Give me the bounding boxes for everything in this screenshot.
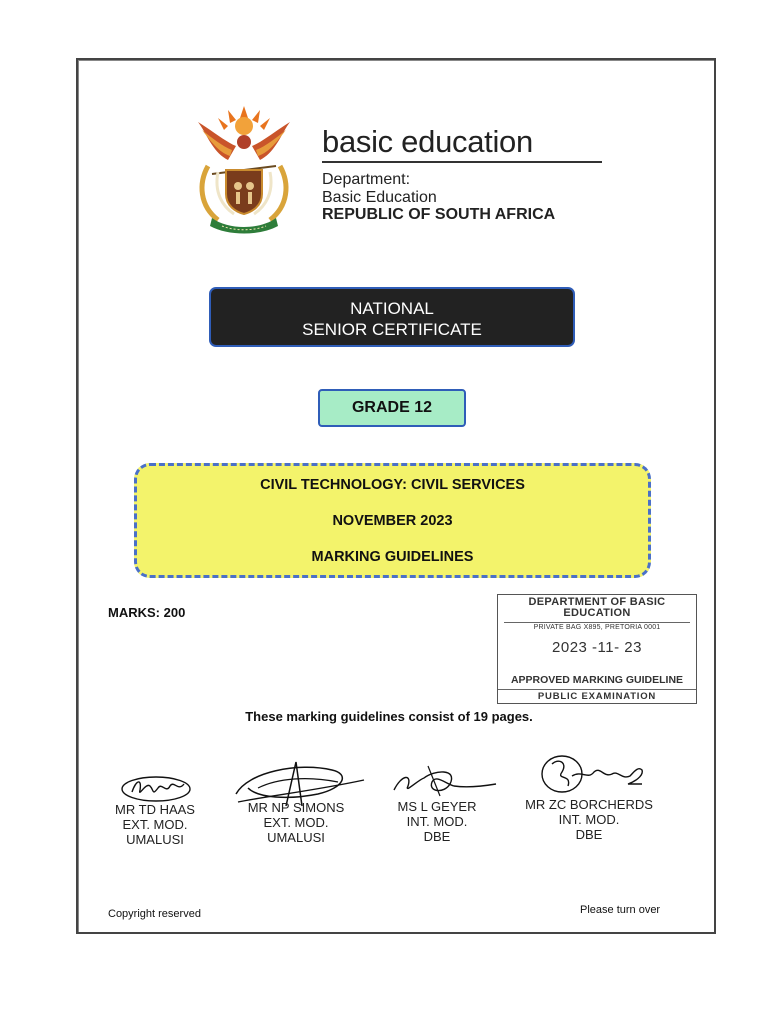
signature-haas	[118, 772, 198, 806]
pages-note: These marking guidelines consist of 19 pages.	[245, 709, 533, 724]
stamp-approved: APPROVED MARKING GUIDELINE	[498, 674, 696, 690]
grade-badge: GRADE 12	[318, 389, 466, 427]
subject-panel	[134, 463, 651, 578]
stamp-line-2: EDUCATION	[563, 607, 631, 619]
exam-session: NOVEMBER 2023	[332, 513, 453, 529]
moderator-name: MS L GEYER	[397, 799, 477, 814]
brand-underline	[322, 161, 602, 163]
republic-label: REPUBLIC OF SOUTH AFRICA	[322, 206, 556, 223]
certificate-banner	[209, 287, 575, 347]
approval-stamp	[497, 594, 697, 704]
stamp-heading	[498, 597, 696, 619]
department-name: Basic Education	[322, 189, 437, 206]
department-label: Department:	[322, 171, 411, 188]
moderator-role: INT. MOD.	[558, 812, 620, 827]
stamp-date: 2023 -11- 23	[552, 639, 642, 656]
stamp-public: PUBLIC EXAMINATION	[537, 691, 657, 702]
coat-of-arms-icon	[188, 102, 300, 236]
certificate-line-2: SENIOR CERTIFICATE	[302, 320, 482, 339]
moderator-name: MR NP SIMONS	[247, 800, 345, 815]
total-marks: MARKS: 200	[108, 605, 186, 620]
moderator-name: MR TD HAAS	[115, 802, 195, 817]
brand-title: basic education	[322, 124, 533, 159]
moderator-role: EXT. MOD.	[263, 815, 329, 830]
moderator-borcherds	[514, 797, 664, 842]
signature-borcherds	[538, 752, 648, 798]
moderator-haas	[100, 802, 210, 847]
stamp-line-1: DEPARTMENT OF BASIC	[528, 596, 666, 608]
moderator-org: UMALUSI	[126, 832, 184, 847]
moderator-role: INT. MOD.	[406, 814, 468, 829]
signature-geyer	[388, 760, 498, 800]
moderator-name: MR ZC BORCHERDS	[525, 797, 653, 812]
subject-title: CIVIL TECHNOLOGY: CIVIL SERVICES	[260, 477, 525, 493]
moderator-geyer	[377, 799, 497, 844]
document-type: MARKING GUIDELINES	[311, 549, 474, 565]
moderator-org: DBE	[575, 827, 603, 842]
moderator-simons	[236, 800, 356, 845]
moderator-role: EXT. MOD.	[122, 817, 188, 832]
moderator-org: UMALUSI	[267, 830, 325, 845]
turn-over-note: Please turn over	[580, 904, 661, 916]
stamp-address: PRIVATE BAG X895, PRETORIA 0001	[504, 622, 690, 631]
moderator-org: DBE	[423, 829, 451, 844]
certificate-line-1: NATIONAL	[350, 299, 434, 318]
copyright-notice: Copyright reserved	[108, 908, 201, 920]
